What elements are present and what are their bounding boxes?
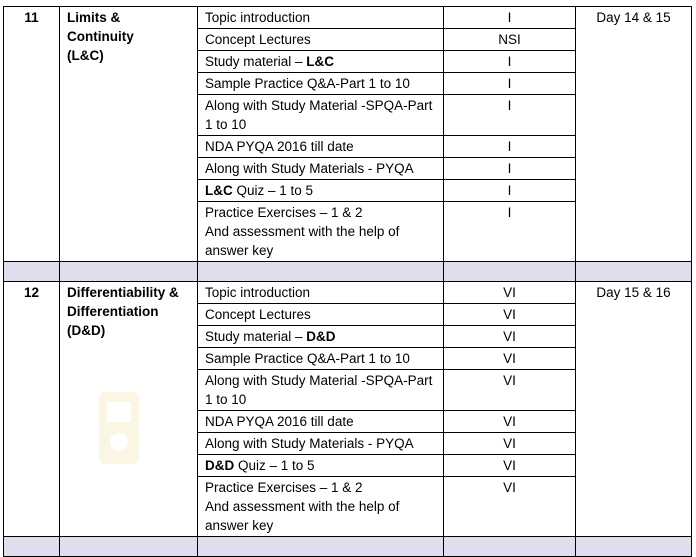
activity-cell: Along with Study Materials - PYQA bbox=[198, 433, 444, 455]
status-code-cell: I bbox=[444, 158, 576, 180]
activity-cell bbox=[198, 51, 444, 73]
table-row bbox=[4, 7, 692, 29]
chapter-title-line: Differentiability & bbox=[67, 285, 179, 300]
activity-cell: Topic introduction bbox=[198, 282, 444, 304]
chapter-abbreviation: D&D bbox=[306, 329, 336, 344]
activity-cell: Along with Study Material -SPQA-Part 1 to 10 bbox=[198, 95, 444, 136]
status-code-cell: VI bbox=[444, 411, 576, 433]
day-cell: Day 14 & 15 bbox=[576, 7, 692, 262]
status-code-cell: I bbox=[444, 202, 576, 262]
activity-cell: Concept Lectures bbox=[198, 304, 444, 326]
activity-cell: Sample Practice Q&A-Part 1 to 10 bbox=[198, 73, 444, 95]
status-code-cell: VI bbox=[444, 348, 576, 370]
status-code-cell: VI bbox=[444, 433, 576, 455]
status-code-cell: VI bbox=[444, 282, 576, 304]
activity-text: Quiz – 1 to 5 bbox=[234, 458, 315, 473]
status-code-cell: I bbox=[444, 7, 576, 29]
chapter-abbreviation: D&D bbox=[205, 458, 235, 473]
status-code-cell: VI bbox=[444, 477, 576, 537]
activity-cell bbox=[198, 455, 444, 477]
activity-text: Quiz – 1 to 5 bbox=[232, 183, 314, 198]
status-code-cell: I bbox=[444, 136, 576, 158]
separator-row bbox=[4, 537, 692, 557]
activity-cell: NDA PYQA 2016 till date bbox=[198, 136, 444, 158]
status-code-cell: VI bbox=[444, 370, 576, 411]
chapter-title-line: Limits & bbox=[67, 10, 121, 25]
activity-cell: Topic introduction bbox=[198, 7, 444, 29]
chapter-title-line: Continuity bbox=[67, 29, 134, 44]
activity-cell bbox=[198, 326, 444, 348]
separator-row bbox=[4, 262, 692, 282]
activity-cell: Practice Exercises – 1 & 2 And assessment with the help of answer key bbox=[198, 202, 444, 262]
table-row bbox=[4, 282, 692, 304]
activity-text: Study material – bbox=[205, 54, 307, 69]
chapter-abbreviation: L&C bbox=[306, 54, 335, 69]
activity-cell bbox=[198, 180, 444, 202]
day-cell: Day 15 & 16 bbox=[576, 282, 692, 537]
activity-cell: Concept Lectures bbox=[198, 29, 444, 51]
chapter-title-line: Differentiation bbox=[67, 304, 159, 319]
status-code-cell: I bbox=[444, 180, 576, 202]
study-plan-table bbox=[3, 6, 692, 557]
activity-cell: Practice Exercises – 1 & 2 And assessment with the help of answer key bbox=[198, 477, 444, 537]
section-number: 11 bbox=[4, 7, 60, 262]
status-code-cell: NSI bbox=[444, 29, 576, 51]
section-number: 12 bbox=[4, 282, 60, 537]
activity-cell: Along with Study Materials - PYQA bbox=[198, 158, 444, 180]
status-code-cell: VI bbox=[444, 455, 576, 477]
status-code-cell: VI bbox=[444, 304, 576, 326]
chapter-title bbox=[60, 282, 198, 537]
status-code-cell: I bbox=[444, 95, 576, 136]
chapter-title bbox=[60, 7, 198, 262]
activity-text: Study material – bbox=[205, 329, 307, 344]
activity-cell: Sample Practice Q&A-Part 1 to 10 bbox=[198, 348, 444, 370]
status-code-cell: VI bbox=[444, 326, 576, 348]
chapter-abbreviation: L&C bbox=[205, 183, 233, 198]
activity-cell: NDA PYQA 2016 till date bbox=[198, 411, 444, 433]
chapter-title-line: (D&D) bbox=[67, 323, 106, 338]
activity-cell: Along with Study Material -SPQA-Part 1 to 10 bbox=[198, 370, 444, 411]
status-code-cell: I bbox=[444, 51, 576, 73]
chapter-title-line: (L&C) bbox=[67, 48, 104, 63]
status-code-cell: I bbox=[444, 73, 576, 95]
